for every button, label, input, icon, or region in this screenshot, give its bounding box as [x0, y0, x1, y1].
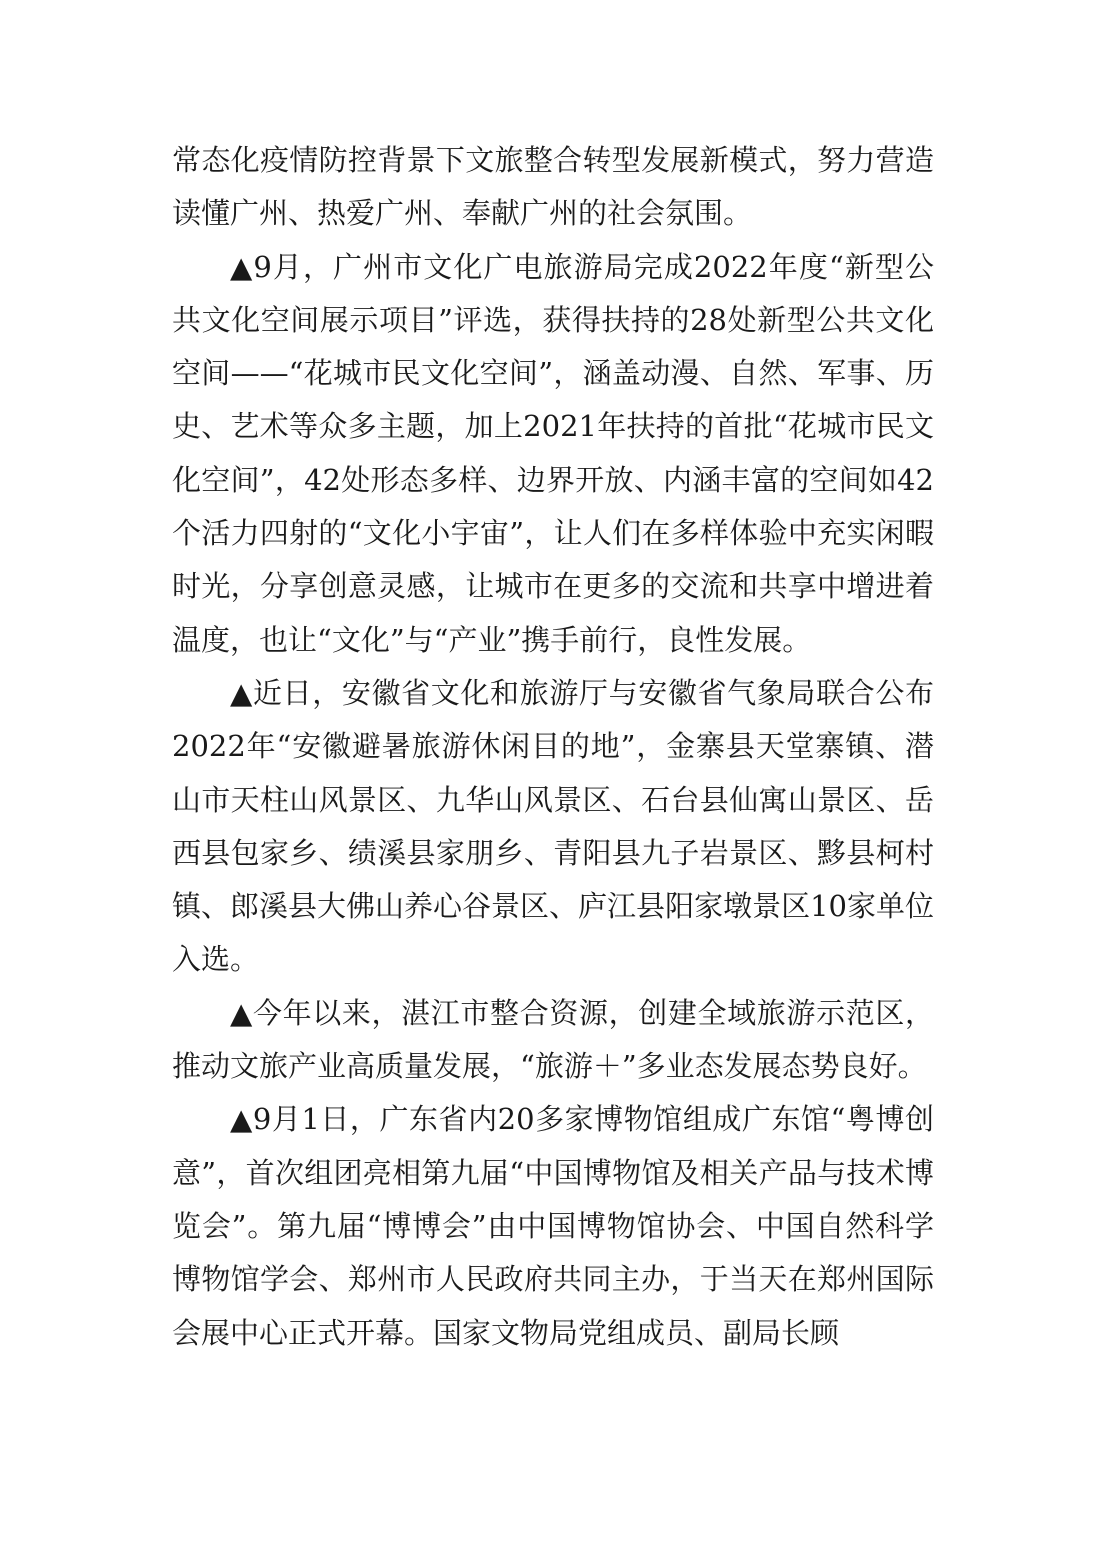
paragraph-guangdong-museums-expo: ▲9月1日，广东省内20多家博物馆组成广东馆“粤博创意”，首次组团亮相第九届“中国博物馆及相关产品与技术博览会”。第九届“博博会”由中国博物馆协会、中国自然科学博物馆学会、郑州市人民政府共同主办，于当天在郑州国际会展中心正式开幕。国家文物局党组成员、副局长顾: [172, 1102, 934, 1350]
body-text: [172, 134, 934, 1360]
paragraph-continuation: 常态化疫情防控背景下文旅整合转型发展新模式，努力营造读懂广州、热爱广州、奉献广州的社会氛围。: [172, 143, 934, 231]
paragraph-anhui-summer-destinations: ▲近日，安徽省文化和旅游厅与安徽省气象局联合公布2022年“安徽避暑旅游休闲目的地”，金寨县天堂寨镇、潜山市天柱山风景区、九华山风景区、石台县仙寓山景区、岳西县包家乡、绩溪县家朋乡、青阳县九子岩景区、黟县柯村镇、郎溪县大佛山养心谷景区、庐江县阳家墩景区10家单位入选。: [172, 675, 934, 977]
paragraph-zhanjiang-tourism: ▲今年以来，湛江市整合资源，创建全域旅游示范区，推动文旅产业高质量发展，“旅游＋”多业态发展态势良好。: [172, 995, 934, 1084]
paragraph-guangzhou-cultural-spaces: ▲9月，广州市文化广电旅游局完成2022年度“新型公共文化空间展示项目”评选，获得扶持的28处新型公共文化空间——“花城市民文化空间”，涵盖动漫、自然、军事、历史、艺术等众多主题，加上2021年扶持的首批“花城市民文化空间”，42处形态多样、边界开放、内涵丰富的空间如42个活力四射的“文化小宇宙”，让人们在多样体验中充实闲暇时光，分享创意灵感，让城市在更多的交流和共享中增进着温度，也让“文化”与“产业”携手前行，良性发展。: [172, 249, 934, 657]
